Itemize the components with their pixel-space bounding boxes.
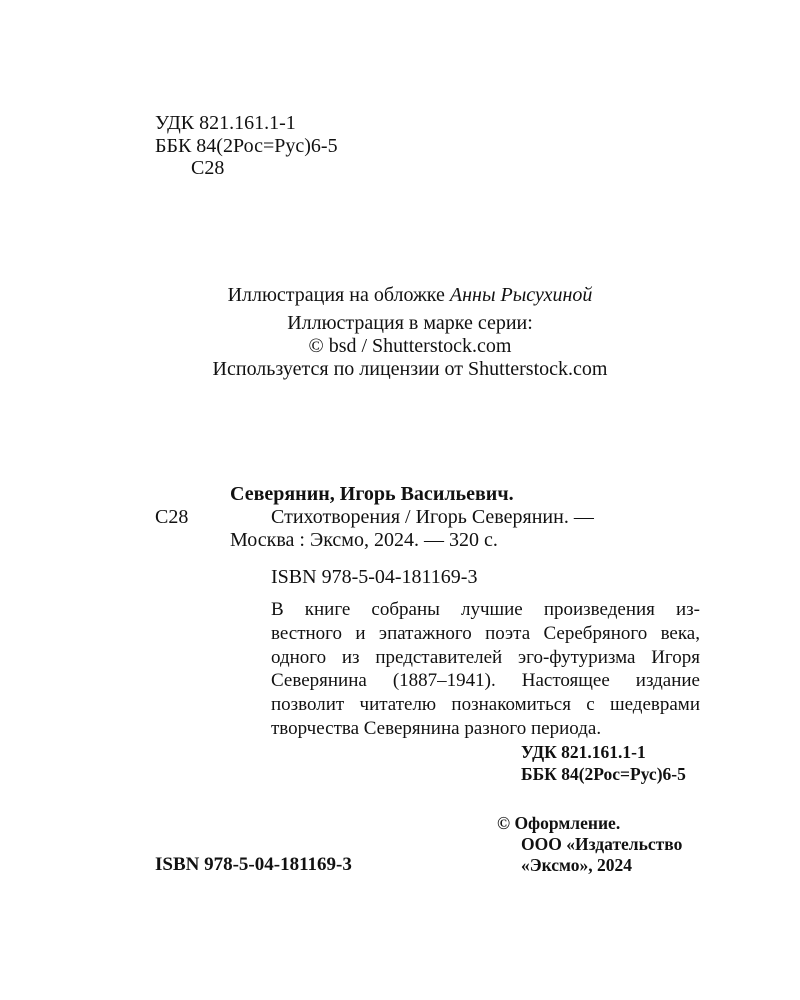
cover-illustration-credit <box>130 285 690 305</box>
copyright-credit: © bsd / Shutterstock.com <box>308 335 512 357</box>
annotation-line: вестного и эпатажного поэта Серебряного века, <box>271 622 700 644</box>
record-imprint-line: Москва : Эксмо, 2024. — 320 с. <box>230 529 498 551</box>
udk-code-bottom: УДК 821.161.1-1 <box>521 742 646 762</box>
book-annotation <box>271 598 700 741</box>
record-title-line: Стихотворения / Игорь Северянин. — <box>271 506 594 528</box>
record-isbn: ISBN 978-5-04-181169-3 <box>271 566 478 588</box>
record-author-mark: С28 <box>155 506 189 528</box>
bbk-code-top: ББК 84(2Рос=Рус)6-5 <box>155 135 338 157</box>
cover-illustrator-name: Анны Рысухиной <box>449 284 593 306</box>
cover-credit-prefix: Иллюстрация на обложке <box>227 284 445 306</box>
annotation-line: В книге собраны лучшие произведения из- <box>271 599 700 620</box>
design-copyright-line: «Эксмо», 2024 <box>521 855 632 875</box>
author-mark-top: С28 <box>191 157 225 179</box>
design-copyright-line: © Оформление. <box>497 813 621 833</box>
license-credit: Используется по лицензии от Shutterstock.com <box>212 358 608 380</box>
author-heading: Северянин, Игорь Васильевич. <box>230 483 514 505</box>
annotation-line: Северянина (1887–1941). Настоящее издание <box>271 670 700 692</box>
udk-code-top: УДК 821.161.1-1 <box>155 112 296 134</box>
series-mark-credit: Иллюстрация в марке серии: <box>287 312 533 334</box>
annotation-line: творчества Северянина разного периода. <box>271 717 602 739</box>
annotation-line: позволит читателю познакомиться с шедеврами <box>271 694 700 716</box>
annotation-line: одного из представителей эго-футуризма Игоря <box>271 646 700 668</box>
isbn-bottom: ISBN 978-5-04-181169-3 <box>155 854 352 875</box>
bbk-code-bottom: ББК 84(2Рос=Рус)6-5 <box>521 764 686 784</box>
design-copyright-line: ООО «Издательство <box>521 834 683 854</box>
